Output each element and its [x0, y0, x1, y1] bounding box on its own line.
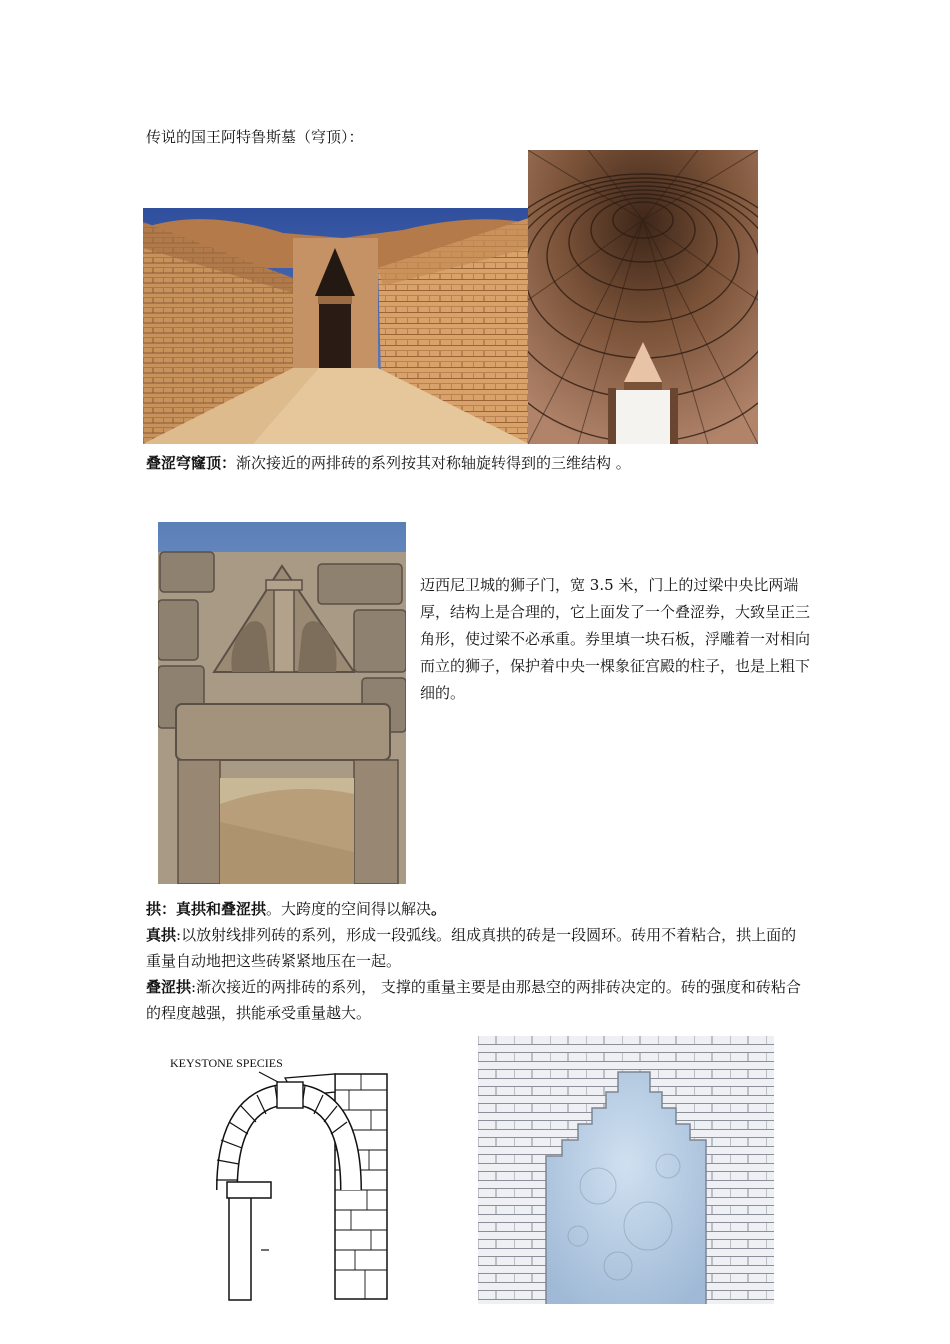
true-arch-drawing	[165, 1050, 405, 1310]
keystone-label: KEYSTONE SPECIES	[170, 1056, 283, 1070]
arch-heading-end: 。	[431, 900, 447, 918]
corbel-arch-definition	[146, 974, 810, 1026]
corbel-dome-interior-photo	[528, 150, 758, 444]
tomb-heading: 传说的国王阿特鲁斯墓（穹顶）：	[146, 128, 364, 146]
tomb-corridor-photo	[143, 208, 529, 444]
corbel-arch-term: 叠涩拱	[146, 978, 192, 996]
true-arch-term: 真拱	[146, 926, 177, 944]
arch-heading-term: 拱：真拱和叠涩拱	[146, 900, 267, 918]
corbel-arch-illustration	[478, 1036, 774, 1304]
corbel-vault-text: 渐次接近的两排砖的系列按其对称轴旋转得到的三维结构 。	[236, 454, 631, 472]
arch-heading-rest: 。大跨度的空间得以解决	[266, 900, 432, 918]
lion-gate-photo	[158, 522, 406, 884]
corbel-vault-term: 叠涩穹窿顶：	[146, 454, 237, 472]
lion-gate-paragraph: 迈西尼卫城的狮子门，宽 3.5 米，门上的过梁中央比两端厚，结构上是合理的，它上面发了一个叠涩券，大致呈正三角形，使过梁不必承重。券里填一块石板，浮雕着一对相向而立的狮子，保护着中央一棵象征宫殿的柱子，也是上粗下细的。	[420, 576, 811, 702]
corbel-vault-definition	[146, 450, 816, 476]
true-arch-definition	[146, 922, 810, 974]
arch-heading	[146, 896, 816, 922]
true-arch-text: :以放射线排列砖的系列，形成一段弧线。组成真拱的砖是一段圆环。砖用不着粘合，拱上面的重量自动地把这些砖紧紧地压在一起。	[146, 926, 797, 970]
corbel-arch-text: :渐次接近的两排砖的系列， 支撑的重量主要是由那悬空的两排砖决定的。砖的强度和砖粘合的程度越强，拱能承受重量越大。	[146, 978, 801, 1022]
